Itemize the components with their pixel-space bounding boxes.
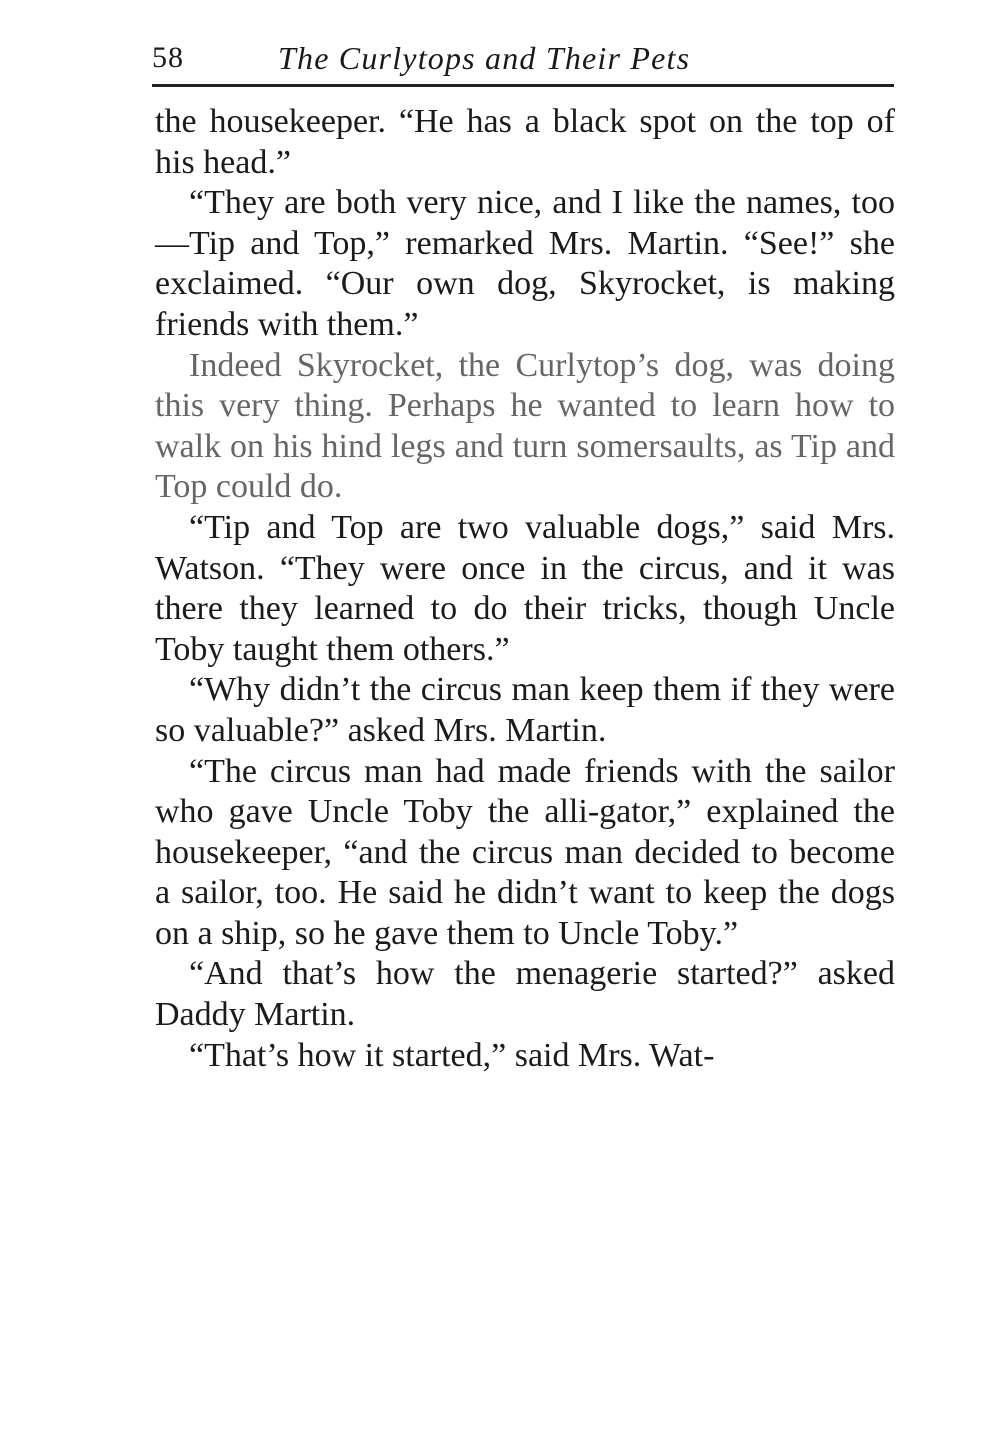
page-number: 58 — [152, 41, 184, 74]
paragraph-3: Indeed Skyrocket, the Curlytop’s dog, was doing this very thing. Perhaps he wanted to learn how to walk on his hind legs and turn somersaults, as Tip and Top could do. — [155, 346, 895, 506]
header-rule — [152, 84, 894, 87]
paragraph-5: “Why didn’t the circus man keep them if they were so valuable?” asked Mrs. Martin. — [155, 671, 895, 749]
paragraph-2: “They are both very nice, and I like the names, too—Tip and Top,” remarked Mrs. Martin. “See!” she exclaimed. “Our own dog, Skyrocket, is making friends with them.” — [155, 184, 895, 343]
running-title: The Curlytops and Their Pets — [278, 40, 691, 76]
paragraph-7: “And that’s how the menagerie started?” asked Daddy Martin. — [155, 955, 895, 1034]
body-text — [155, 102, 895, 1076]
paragraph-6: “The circus man had made friends with the sailor who gave Uncle Toby the alli-gator,” explained the housekeeper, “and the circus man decided to become a sailor, too. He said he didn’t want to keep the dogs on a ship, so he gave them to Uncle Toby.” — [155, 752, 895, 952]
running-head — [152, 38, 894, 82]
paragraph-1: the housekeeper. “He has a black spot on the top of his head.” — [155, 103, 895, 181]
paragraph-8: “That’s how it started,” said Mrs. Wat- — [189, 1036, 715, 1074]
paragraph-4: “Tip and Top are two valuable dogs,” said Mrs. Watson. “They were once in the circus, and it was there they learned to do their tricks, though Uncle Toby taught them others.” — [155, 508, 895, 668]
